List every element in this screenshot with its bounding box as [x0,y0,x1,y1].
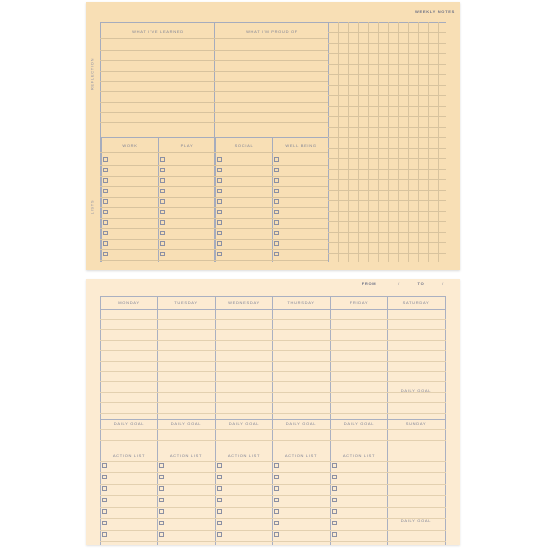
day-row-line [100,381,446,382]
reflection-row-line [100,81,328,82]
action-checkbox-wednesday[interactable] [217,532,222,537]
day-header-friday: FRIDAY [349,300,369,305]
day-column-divider [387,296,388,545]
list-column-divider [215,137,216,262]
checkbox-social[interactable] [217,252,222,257]
action-list-label-monday: ACTION LIST [112,453,146,458]
grid-horizontal-line [328,148,446,149]
checkbox-social[interactable] [217,220,222,225]
action-checkbox-friday[interactable] [332,463,337,468]
grid-horizontal-line [328,232,446,233]
checkbox-work[interactable] [103,189,108,194]
action-row-line [100,507,446,508]
grid-vertical-line [418,22,419,262]
checkbox-social[interactable] [217,231,222,236]
goal-underline [100,429,446,430]
day-column-divider [215,296,216,545]
from-label: FROM [361,281,377,286]
action-checkbox-tuesday[interactable] [159,498,164,503]
grid-left-border [328,22,329,262]
checkbox-social[interactable] [217,199,222,204]
action-checkbox-friday[interactable] [332,498,337,503]
list-header-wellbeing: WELL BEING [285,143,317,148]
action-checkbox-thursday[interactable] [274,463,279,468]
list-row-line [100,197,328,198]
reflection-row-line [100,122,328,123]
action-header-underline [100,461,446,462]
header-underline [100,38,328,39]
reflection-row-line [100,50,328,51]
checkbox-play[interactable] [160,210,165,215]
checkbox-play[interactable] [160,231,165,236]
weekly-notes-sheet [86,2,460,270]
grid-horizontal-line [328,190,446,191]
day-header-underline [100,309,446,310]
checkbox-work[interactable] [103,252,108,257]
checkbox-work[interactable] [103,210,108,215]
checkbox-work[interactable] [103,168,108,173]
checkbox-wellbeing[interactable] [274,199,279,204]
grid-vertical-line [338,22,339,262]
checkbox-wellbeing[interactable] [274,178,279,183]
checkbox-wellbeing[interactable] [274,231,279,236]
action-checkbox-tuesday[interactable] [159,509,164,514]
checkbox-social[interactable] [217,210,222,215]
day-column-divider [330,296,331,545]
list-header-work: WORK [122,143,138,148]
checkbox-social[interactable] [217,189,222,194]
action-checkbox-tuesday[interactable] [159,463,164,468]
action-checkbox-thursday[interactable] [274,509,279,514]
checkbox-play[interactable] [160,241,165,246]
action-list-label-tuesday: ACTION LIST [169,453,203,458]
action-row-line [100,484,446,485]
grid-horizontal-line [328,211,446,212]
daily-goal-label-tuesday: DAILY GOAL [170,421,202,426]
checkbox-work[interactable] [103,241,108,246]
weekly-notes-title: WEEKLY NOTES [415,9,455,14]
checkbox-wellbeing[interactable] [274,210,279,215]
list-row-line [100,228,328,229]
day-header-monday: MONDAY [118,300,140,305]
grid-horizontal-line [328,116,446,117]
reflection-row-line [100,91,328,92]
date-separator: / [442,281,444,286]
grid-horizontal-line [328,53,446,54]
grid-vertical-line [348,22,349,262]
daily-goal-label-wednesday: DAILY GOAL [228,421,260,426]
action-row-line [100,518,446,519]
action-row-line [100,541,446,542]
checkbox-wellbeing[interactable] [274,241,279,246]
grid-vertical-line [408,22,409,262]
list-row-line [100,165,328,166]
action-checkbox-monday[interactable] [102,509,107,514]
reflection-row-line [100,71,328,72]
list-column-divider [101,137,102,262]
list-header-underline [100,152,328,153]
action-row-line [100,472,446,473]
reflection-row-line [100,60,328,61]
checkbox-social[interactable] [217,157,222,162]
checkbox-wellbeing[interactable] [274,252,279,257]
action-checkbox-monday[interactable] [102,475,107,480]
right-border [445,296,446,545]
grid-vertical-line [428,22,429,262]
grid-horizontal-line [328,32,446,33]
action-checkbox-friday[interactable] [332,521,337,526]
action-list-label-wednesday: ACTION LIST [227,453,261,458]
grid-horizontal-line [328,169,446,170]
action-checkbox-friday[interactable] [332,509,337,514]
action-checkbox-thursday[interactable] [274,498,279,503]
action-checkbox-thursday[interactable] [274,521,279,526]
grid-vertical-line [378,22,379,262]
action-checkbox-monday[interactable] [102,486,107,491]
day-row-line [100,329,446,330]
grid-vertical-line [388,22,389,262]
checkbox-work[interactable] [103,157,108,162]
action-checkbox-monday[interactable] [102,463,107,468]
daily-goal-label-monday: DAILY GOAL [113,421,145,426]
action-row-line [100,495,446,496]
day-header-thursday: THURSDAY [287,300,315,305]
grid-horizontal-line [328,106,446,107]
checkbox-social[interactable] [217,241,222,246]
sunday-header: SUNDAY [405,421,427,426]
grid-horizontal-line [328,221,446,222]
action-checkbox-thursday[interactable] [274,532,279,537]
action-checkbox-monday[interactable] [102,532,107,537]
checkbox-play[interactable] [160,189,165,194]
daily-goal-label-thursday: DAILY GOAL [285,421,317,426]
reflection-side-label: REFLECTION [89,57,95,91]
daily-goal-label-friday: DAILY GOAL [343,421,375,426]
grid-vertical-line [398,22,399,262]
action-checkbox-wednesday[interactable] [217,463,222,468]
checkbox-wellbeing[interactable] [274,189,279,194]
checkbox-work[interactable] [103,220,108,225]
day-row-line [100,402,446,403]
reflection-header-learned: WHAT I'VE LEARNED [132,29,184,34]
checkbox-wellbeing[interactable] [274,168,279,173]
grid-horizontal-line [328,85,446,86]
reflection-header-proud: WHAT I'M PROUD OF [246,29,298,34]
day-header-saturday: SATURDAY [402,300,430,305]
action-checkbox-wednesday[interactable] [217,521,222,526]
checkbox-work[interactable] [103,178,108,183]
day-row-line [100,319,446,320]
header-top-line [100,296,446,297]
checkbox-play[interactable] [160,168,165,173]
list-row-line [100,239,328,240]
checkbox-social[interactable] [217,168,222,173]
to-label: TO [417,281,425,286]
day-row-line [100,413,446,414]
checkbox-work[interactable] [103,231,108,236]
checkbox-wellbeing[interactable] [274,220,279,225]
grid-horizontal-line [328,64,446,65]
day-column-divider [272,296,273,545]
goal-line [100,440,446,441]
day-row-line [100,371,446,372]
grid-vertical-line [438,22,439,262]
grid-vertical-line [358,22,359,262]
action-checkbox-friday[interactable] [332,532,337,537]
action-checkbox-tuesday[interactable] [159,475,164,480]
header-divider [100,22,446,23]
list-row-line [100,207,328,208]
grid-horizontal-line [328,127,446,128]
action-checkbox-friday[interactable] [332,486,337,491]
list-row-line [100,260,328,261]
saturday-daily-goal-label: DAILY GOAL [400,388,432,393]
action-checkbox-monday[interactable] [102,521,107,526]
list-row-line [100,218,328,219]
action-checkbox-thursday[interactable] [274,486,279,491]
action-checkbox-tuesday[interactable] [159,521,164,526]
weekly-planner-sheet [86,279,460,545]
checkbox-play[interactable] [160,157,165,162]
grid-horizontal-line [328,179,446,180]
grid-horizontal-line [328,253,446,254]
list-header-play: PLAY [180,143,194,148]
checkbox-play[interactable] [160,252,165,257]
day-header-wednesday: WEDNESDAY [228,300,260,305]
week-divider [100,419,446,420]
grid-horizontal-line [328,74,446,75]
list-column-divider [272,137,273,262]
grid-vertical-line [368,22,369,262]
day-row-line [100,392,446,393]
checkbox-work[interactable] [103,199,108,204]
list-column-divider [158,137,159,262]
action-checkbox-wednesday[interactable] [217,475,222,480]
checkbox-play[interactable] [160,178,165,183]
action-checkbox-tuesday[interactable] [159,486,164,491]
action-checkbox-wednesday[interactable] [217,498,222,503]
action-checkbox-monday[interactable] [102,498,107,503]
day-row-line [100,361,446,362]
checkbox-social[interactable] [217,178,222,183]
action-row-line [100,530,446,531]
sunday-daily-goal-label: DAILY GOAL [400,518,432,523]
grid-horizontal-line [328,95,446,96]
day-column-divider [157,296,158,545]
day-row-line [100,350,446,351]
action-checkbox-friday[interactable] [332,475,337,480]
checkbox-play[interactable] [160,220,165,225]
day-column-divider [100,296,101,545]
grid-horizontal-line [328,43,446,44]
action-checkbox-tuesday[interactable] [159,532,164,537]
action-checkbox-wednesday[interactable] [217,509,222,514]
day-header-tuesday: TUESDAY [174,300,198,305]
reflection-row-line [100,102,328,103]
action-list-label-friday: ACTION LIST [342,453,376,458]
list-row-line [100,186,328,187]
list-row-line [100,249,328,250]
grid-horizontal-line [328,137,446,138]
action-checkbox-wednesday[interactable] [217,486,222,491]
day-row-line [100,340,446,341]
list-header-social: SOCIAL [234,143,254,148]
checkbox-play[interactable] [160,199,165,204]
grid-horizontal-line [328,242,446,243]
list-row-line [100,176,328,177]
grid-horizontal-line [328,200,446,201]
reflection-row-line [100,112,328,113]
action-checkbox-thursday[interactable] [274,475,279,480]
action-list-label-thursday: ACTION LIST [284,453,318,458]
checkbox-wellbeing[interactable] [274,157,279,162]
date-separator: / [398,281,400,286]
grid-horizontal-line [328,158,446,159]
lists-side-label: LISTS [89,199,95,215]
